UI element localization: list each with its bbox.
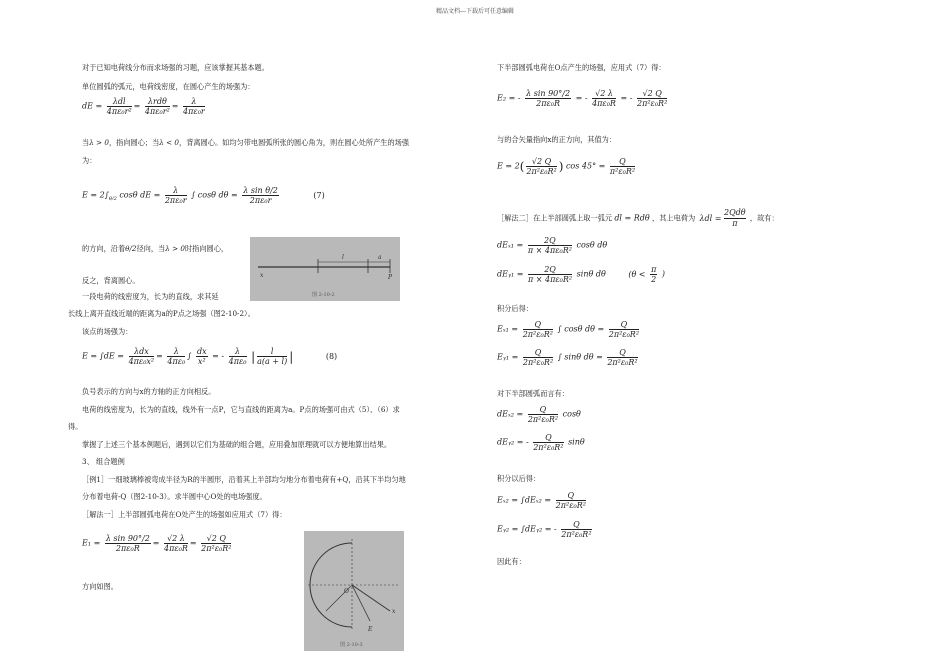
sign-rule-line-2: 为： bbox=[82, 156, 97, 165]
paragraph: ［例1］一细玻璃棒被弯成半径为R的半圆形，沿着其上半部均匀地分布着电荷有+Q，沿其下半均匀地 bbox=[82, 475, 406, 484]
method-two-line: ［解法二］在上半部圆弧上取一弧元 dl = Rdθ ，其上电荷为 λdl = 2Qdθ π ，故有： bbox=[497, 208, 779, 228]
equation-ey2: Eᵧ₂ = ∫dEᵧ₂ = - $\frac{Q}{\text{2π²ε₀R²}}$ bbox=[497, 520, 592, 539]
equation-ex1: Eₓ₁ = $\frac{Q}{\text{2π²ε₀R²}}$ ∫ cosθ dθ = $\frac{Q}{\text{2π²ε₀R²}}$ bbox=[497, 320, 640, 339]
equation-ey1: Eᵧ₁ = $\frac{Q}{\text{2π²ε₀R²}}$ ∫ sinθ dθ = $\frac{Q}{\text{2π²ε₀R²}}$ bbox=[497, 348, 638, 367]
direction-line-2: 反之，背离圆心。 bbox=[82, 276, 140, 285]
paragraph: 电荷的线密度为，长为的直线，线外有一点P，它与直线的距离为a。P点的场强可由式（5）、（6）求 bbox=[82, 405, 400, 414]
svg-text:a: a bbox=[378, 254, 382, 261]
svg-text:l: l bbox=[342, 254, 344, 261]
direction-line: 的方向，沿着θ/2径向，当λ > 0时指向圆心， bbox=[82, 244, 229, 253]
svg-text:O: O bbox=[344, 588, 349, 595]
equation-dex2: dEₓ₂ = $\frac{Q}{\text{2π²ε₀R²}}$ cosθ bbox=[497, 405, 581, 424]
paragraph: 因此有： bbox=[497, 557, 526, 566]
paragraph: 方向如图。 bbox=[82, 582, 118, 591]
section-heading: 3、 组合题例 bbox=[82, 457, 125, 466]
paragraph: 积分以后得： bbox=[497, 474, 541, 483]
paragraph: 掌握了上述三个基本例题后，遇到以它们为基础的组合题，应用叠加原理就可以方便地算出结果。 bbox=[82, 440, 392, 449]
paragraph: 得。 bbox=[68, 422, 83, 431]
paragraph: ［解法一］上半部圆弧电荷在O处产生的场强如应用式（7）得： bbox=[82, 510, 287, 519]
sign-rule-line: 当λ > 0，指向圆心；当λ < 0，背离圆心。如均匀带电圆弧所张的圆心角为，则在圆心处所产生的场强 bbox=[82, 138, 410, 147]
intro-line: 对于已知电荷线分布而求场强的习题，应该掌握其基本题。 bbox=[82, 63, 269, 72]
figure-2-10-3 bbox=[304, 531, 404, 651]
paragraph: 负号表示的方向与x的方轴的正方向相反。 bbox=[82, 387, 216, 396]
svg-text:E: E bbox=[368, 626, 373, 633]
figure-caption: 图 2-10-2 bbox=[312, 292, 335, 298]
svg-text:x: x bbox=[260, 272, 264, 279]
equation-de: dE = $\frac{\text{λdl}}{\text{4πε₀r²}}$ = $\frac{\text{λrdθ}}{\text{4πε₀r²}}$ = $\frac{\lambda}{\text{4πε₀r}}$ bbox=[82, 97, 205, 116]
equation-dey1: dEᵧ₁ = $\frac{2Q}{\text{π × 4πε₀R²}}$ sinθ dθ (θ < $\frac{\pi}{2}$ ) bbox=[497, 265, 665, 284]
page-header: 精品文档---下载后可任意编辑 bbox=[435, 8, 515, 15]
intro-line-2: 单位圆弧的弧元，电荷线密度，在圆心产生的场强为： bbox=[82, 82, 255, 91]
example-line: 一段电荷的线密度为，长为的直线，求其延 bbox=[82, 292, 219, 301]
figure-2-10-2 bbox=[250, 237, 400, 301]
paragraph: 分布着电荷-Q（图2-10-3）。求半圆中心O处的电场强度。 bbox=[82, 492, 267, 501]
equation-dey2: dEᵧ₂ = - $\frac{Q}{\text{2π²ε₀R²}}$ sinθ bbox=[497, 433, 585, 452]
equation-e-total: E = 2( $\frac{√2 Q}{\text{2π²ε₀R²}}$ ) cos 45° = $\frac{Q}{\text{π²ε₀R²}}$ bbox=[497, 157, 636, 176]
paragraph: 与的合矢量指向x的正方向，其值为： bbox=[497, 135, 617, 144]
paragraph: 积分后得： bbox=[497, 304, 533, 313]
equation-e2: E₂ = - $\frac{\text{λ sin 90°/2}}{\text{2πε₀R}}$ = - $\frac{√2 \lambda}{\text{4πε₀R}}$ = - $\frac{√2 Q}{\text{2π²ε₀R²}}$ bbox=[497, 89, 668, 108]
example-line-3: 该点的场强为： bbox=[82, 327, 133, 336]
equation-8: E = ∫dE = $\frac{\text{λdx}}{\text{4πε₀x²}}$ = $\frac{\lambda}{\text{4πε₀}}$ ∫ $\frac{dx}{\text{x²}}$ = - $\frac{\lambda}{\text{4πε₀}}$ | $\frac{l}{a(a + l)}$ | (8) bbox=[82, 347, 338, 366]
equation-ex2: Eₓ₂ = ∫dEₓ₂ = $\frac{Q}{\text{2π²ε₀R²}}$ bbox=[497, 491, 586, 510]
equation-7: $E = 2\int_{\theta/2}$ cosθ dE = $\frac{\lambda}{\text{2πε₀r}}$ ∫ cosθ dθ = $\frac{\text{λ sin θ/2}}{\text{2πε₀r}}$ (7) bbox=[82, 186, 325, 205]
equation-e1: E₁ = $\frac{\text{λ sin 90°/2}}{\text{2πε₀R}}$ = $\frac{√2 \lambda}{\text{4πε₀R}}$ = $\frac{√2 Q}{\text{2π²ε₀R²}}$ bbox=[82, 534, 232, 553]
paragraph: 下半部圆弧电荷在O点产生的场强，应用式（7）得： bbox=[497, 63, 666, 72]
equation-dex1: dEₓ₁ = $\frac{2Q}{\text{π × 4πε₀R²}}$ cosθ dθ bbox=[497, 236, 608, 255]
figure-caption: 图 2-10-3 bbox=[340, 642, 363, 648]
paragraph: 对下半部圆弧而言有： bbox=[497, 389, 569, 398]
svg-text:P: P bbox=[388, 274, 393, 281]
svg-text:x: x bbox=[392, 608, 396, 615]
example-line-2: 长线上离开直线近端的距离为a的P点之场强（图2-10-2）。 bbox=[68, 309, 255, 318]
